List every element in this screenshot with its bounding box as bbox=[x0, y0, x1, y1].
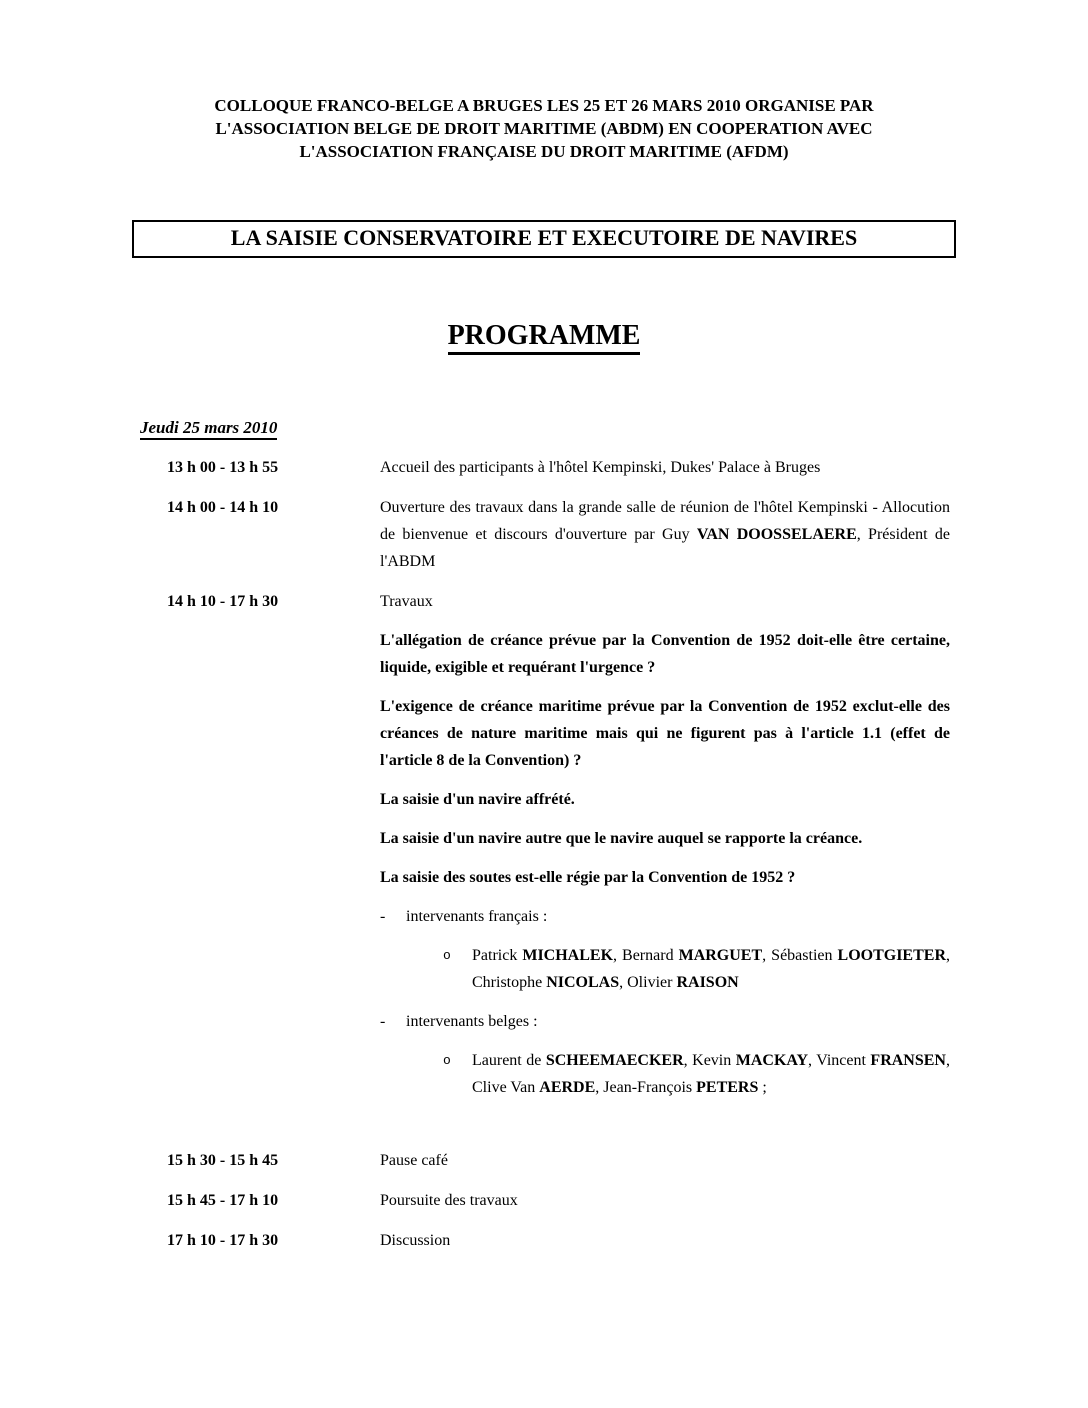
circle-bullet-marker: o bbox=[443, 1053, 451, 1068]
text-segment: Accueil des participants à l'hôtel Kempinski, Dukes' Palace à Bruges bbox=[380, 459, 821, 476]
schedule-row bbox=[167, 1227, 950, 1254]
day-heading bbox=[140, 414, 1088, 441]
topic-paragraph: L'exigence de créance maritime prévue par la Convention de 1952 exclut-elle des créances de nature maritime mais qui ne figurent pas à l'article 1.1 (effet de l'article 8 de la Convention) ? bbox=[380, 698, 950, 769]
schedule-description bbox=[380, 1227, 950, 1254]
speaker-name-bold: LOOTGIETER bbox=[837, 947, 946, 964]
circle-bullet-marker: o bbox=[443, 948, 451, 963]
schedule-description bbox=[380, 494, 950, 575]
text-segment: , Kevin bbox=[683, 1052, 736, 1069]
text-segment: ; bbox=[758, 1079, 767, 1096]
header-line: L'ASSOCIATION BELGE DE DROIT MARITIME (ABDM) EN COOPERATION AVEC bbox=[215, 119, 873, 138]
schedule-row bbox=[167, 454, 950, 481]
text-segment: , Clive Van bbox=[472, 1052, 950, 1096]
schedule-row bbox=[167, 588, 950, 615]
dash-bullet-marker: - bbox=[380, 908, 386, 925]
speaker-names-item bbox=[443, 942, 950, 996]
text-segment: , Jean-François bbox=[595, 1079, 697, 1096]
text-segment: Ouverture des travaux dans la grande salle de réunion de l'hôtel Kempinski - Allocution de bienvenue et discours d'ouverture par Guy bbox=[380, 499, 950, 543]
time-label: 13 h 00 - 13 h 55 bbox=[167, 459, 279, 476]
text-segment: Laurent de bbox=[472, 1052, 546, 1069]
speaker-name-bold: MARGUET bbox=[678, 947, 763, 964]
boxed-title: LA SAISIE CONSERVATOIRE ET EXECUTOIRE DE NAVIRES bbox=[132, 220, 956, 258]
time-label: 15 h 30 - 15 h 45 bbox=[167, 1152, 279, 1169]
speaker-name-bold: NICOLAS bbox=[546, 974, 620, 991]
speaker-group-heading bbox=[380, 1008, 950, 1035]
speaker-name-bold: AERDE bbox=[539, 1079, 596, 1096]
time-label: 14 h 00 - 14 h 10 bbox=[167, 499, 279, 516]
speaker-names bbox=[472, 1047, 950, 1101]
topic-paragraph: L'allégation de créance prévue par la Convention de 1952 doit-elle être certaine, liquide, exigible et requérant l'urgence ? bbox=[380, 632, 950, 676]
schedule-row bbox=[167, 1187, 950, 1214]
text-segment: Poursuite des travaux bbox=[380, 1192, 518, 1209]
speaker-name-bold: MICHALEK bbox=[522, 947, 614, 964]
speaker-name-bold: VAN DOOSSELAERE bbox=[696, 526, 857, 543]
text-segment: , Sébastien bbox=[762, 947, 838, 964]
speaker-group-heading bbox=[380, 903, 950, 930]
text-segment: , Christophe bbox=[472, 947, 950, 991]
speaker-name-bold: FRANSEN bbox=[870, 1052, 946, 1069]
text-segment: , Olivier bbox=[619, 974, 677, 991]
header-line: COLLOQUE FRANCO-BELGE A BRUGES LES 25 ET 26 MARS 2010 ORGANISE PAR bbox=[214, 96, 874, 115]
schedule-description bbox=[380, 1187, 950, 1214]
text-segment: Discussion bbox=[380, 1232, 451, 1249]
day-heading-text: Jeudi 25 mars 2010 bbox=[140, 418, 277, 440]
header-line: L'ASSOCIATION FRANÇAISE DU DROIT MARITIME (AFDM) bbox=[299, 142, 789, 161]
text-segment: Patrick bbox=[472, 947, 523, 964]
text-segment: Pause café bbox=[380, 1152, 448, 1169]
text-segment: Travaux bbox=[380, 593, 433, 610]
time-label: 17 h 10 - 17 h 30 bbox=[167, 1232, 279, 1249]
time-label: 15 h 45 - 17 h 10 bbox=[167, 1192, 279, 1209]
speaker-names bbox=[472, 942, 950, 996]
program-schedule bbox=[167, 454, 950, 1254]
schedule-description bbox=[380, 588, 950, 615]
time-label: 14 h 10 - 17 h 30 bbox=[167, 593, 279, 610]
speaker-group-label: intervenants belges : bbox=[406, 1013, 538, 1030]
text-segment: , Président de l'ABDM bbox=[380, 526, 950, 570]
schedule-description bbox=[380, 1147, 950, 1174]
schedule-row bbox=[167, 494, 950, 575]
program-title bbox=[0, 320, 1088, 352]
speaker-name-bold: RAISON bbox=[676, 974, 739, 991]
dash-bullet-marker: - bbox=[380, 1013, 386, 1030]
topic-paragraph: La saisie d'un navire autre que le navire auquel se rapporte la créance. bbox=[380, 830, 863, 847]
schedule-description bbox=[380, 454, 950, 481]
speaker-name-bold: SCHEEMAECKER bbox=[545, 1052, 684, 1069]
speaker-group-label: intervenants français : bbox=[406, 908, 548, 925]
speaker-name-bold: PETERS bbox=[696, 1079, 759, 1096]
text-segment: , Bernard bbox=[613, 947, 679, 964]
schedule-row bbox=[167, 1147, 950, 1174]
topic-paragraph: La saisie d'un navire affrété. bbox=[380, 791, 575, 808]
text-segment: , Vincent bbox=[808, 1052, 871, 1069]
speaker-name-bold: MACKAY bbox=[735, 1052, 809, 1069]
document-header bbox=[0, 0, 1088, 163]
speaker-names-item bbox=[443, 1047, 950, 1101]
topic-paragraph: La saisie des soutes est-elle régie par la Convention de 1952 ? bbox=[380, 869, 796, 886]
program-title-text: PROGRAMME bbox=[448, 320, 641, 355]
